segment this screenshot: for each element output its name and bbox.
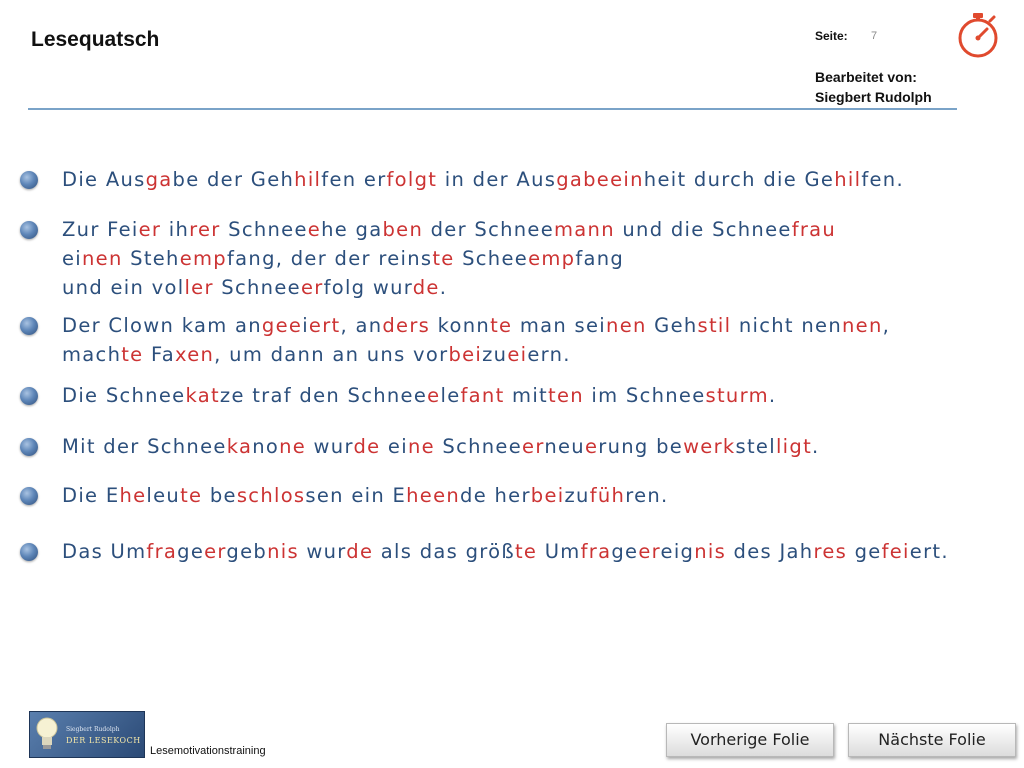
logo-subtitle: Siegbert Rudolph — [66, 726, 120, 733]
lightbulb-icon — [36, 717, 58, 751]
text-segment: de her — [460, 484, 531, 507]
text-segment: zu — [482, 343, 508, 366]
editor-label: Bearbeitet von: — [815, 69, 917, 85]
text-segment: in der Aus — [437, 168, 557, 191]
sentence-text — [62, 165, 904, 194]
highlighted-syllable: te — [490, 314, 513, 337]
stopwatch-icon[interactable] — [954, 11, 1002, 59]
highlighted-syllable: schlos — [236, 484, 306, 507]
highlighted-syllable: ein — [610, 168, 644, 191]
text-segment: geb — [226, 540, 268, 563]
text-segment: fen er — [321, 168, 387, 191]
text-segment: Schnee — [434, 435, 523, 458]
highlighted-syllable: fra — [580, 540, 612, 563]
highlighted-syllable: ten — [548, 384, 584, 407]
highlighted-syllable: er — [204, 540, 227, 563]
text-segment: Der Clown kam an — [62, 314, 262, 337]
text-segment: leu — [146, 484, 181, 507]
highlighted-syllable: ka — [226, 435, 253, 458]
text-segment: Mit der Schnee — [62, 435, 227, 458]
highlighted-syllable: werk — [683, 435, 736, 458]
text-segment: ren. — [625, 484, 669, 507]
highlighted-syllable: ei — [507, 343, 528, 366]
text-segment: mit — [504, 384, 548, 407]
footer-label: Lesemotivationstraining — [150, 745, 266, 757]
text-segment: Schnee — [220, 218, 308, 241]
page-number: 7 — [871, 30, 878, 42]
highlighted-syllable: er — [300, 276, 324, 299]
bullet-icon[interactable] — [20, 171, 38, 189]
highlighted-syllable: fra — [146, 540, 178, 563]
header-divider — [28, 108, 957, 110]
highlighted-syllable: he — [119, 484, 147, 507]
sentence-text — [62, 481, 669, 510]
highlighted-syllable: nis — [694, 540, 727, 563]
text-segment: no — [252, 435, 280, 458]
highlighted-syllable: emp — [528, 247, 576, 270]
highlighted-syllable: e — [307, 218, 322, 241]
highlighted-syllable: te — [121, 343, 144, 366]
logo-title: DER LESEKOCH — [66, 736, 141, 745]
highlighted-syllable: ert — [308, 314, 341, 337]
text-segment: ge — [177, 540, 205, 563]
text-segment: ih — [161, 218, 190, 241]
page-label: Seite: — [815, 29, 848, 43]
text-segment: zu — [564, 484, 590, 507]
text-segment: im Schnee — [583, 384, 706, 407]
text-segment: he ga — [321, 218, 383, 241]
text-segment: i — [302, 314, 309, 337]
text-segment: Schee — [454, 247, 529, 270]
sentence-text — [62, 381, 776, 410]
text-segment: folg wur — [323, 276, 413, 299]
text-segment: fang und ein vol — [62, 247, 625, 299]
text-segment: sen ein E — [305, 484, 407, 507]
highlighted-syllable: fei — [881, 540, 910, 563]
highlighted-syllable: frau — [791, 218, 837, 241]
text-segment: ge — [611, 540, 639, 563]
text-segment: und die Schnee — [614, 218, 792, 241]
slide-title: Lesequatsch — [31, 28, 160, 51]
highlighted-syllable: stil — [697, 314, 732, 337]
highlighted-syllable: ders — [382, 314, 431, 337]
highlighted-syllable: rer — [189, 218, 221, 241]
text-segment: wur — [306, 435, 354, 458]
text-segment: wur — [298, 540, 347, 563]
highlighted-syllable: ligt — [775, 435, 813, 458]
highlighted-syllable: nen — [606, 314, 647, 337]
highlighted-syllable: mann — [554, 218, 615, 241]
highlighted-syllable: hil — [294, 168, 322, 191]
highlighted-syllable: er — [638, 540, 661, 563]
text-segment: man sei — [512, 314, 607, 337]
highlighted-syllable: ne — [407, 435, 435, 458]
text-segment: ei — [62, 247, 83, 270]
editor-name: Siegbert Rudolph — [815, 89, 932, 105]
text-segment: heit durch die Ge — [643, 168, 835, 191]
highlighted-syllable: e — [427, 384, 441, 407]
sentence-text — [62, 432, 820, 461]
text-segment: ern. — [527, 343, 571, 366]
highlighted-syllable: nen — [82, 247, 123, 270]
highlighted-syllable: sturm — [705, 384, 769, 407]
highlighted-syllable: gabe — [556, 168, 611, 191]
highlighted-syllable: bei — [530, 484, 565, 507]
text-segment: nicht nen — [731, 314, 842, 337]
text-segment: . — [439, 276, 448, 299]
text-segment: fen. — [861, 168, 904, 191]
highlighted-syllable: de — [412, 276, 440, 299]
text-segment: neu — [544, 435, 585, 458]
highlighted-syllable: nis — [267, 540, 299, 563]
text-segment: rung be — [598, 435, 684, 458]
highlighted-syllable: de — [353, 435, 381, 458]
highlighted-syllable: ne — [279, 435, 307, 458]
text-segment: le — [440, 384, 461, 407]
highlighted-syllable: xen — [174, 343, 215, 366]
next-slide-button[interactable]: Nächste Folie — [848, 723, 1016, 757]
highlighted-syllable: ga — [145, 168, 173, 191]
text-segment: Geh — [646, 314, 698, 337]
bullet-icon[interactable] — [20, 317, 38, 335]
text-segment: , mach — [62, 314, 891, 366]
editor-info — [815, 67, 932, 107]
text-segment: Zur Fei — [62, 218, 139, 241]
text-segment: Um — [537, 540, 581, 563]
highlighted-syllable: kat — [185, 384, 220, 407]
text-segment: Fa — [143, 343, 175, 366]
highlighted-syllable: gee — [261, 314, 303, 337]
highlighted-syllable: ler — [184, 276, 214, 299]
text-segment: konn — [430, 314, 491, 337]
text-segment: , an — [340, 314, 383, 337]
sentence-text — [62, 311, 890, 369]
text-segment: eig — [660, 540, 695, 563]
text-segment: Schnee — [213, 276, 301, 299]
text-segment: fang, der der reins — [227, 247, 433, 270]
sentence-text — [62, 537, 949, 566]
bullet-icon[interactable] — [20, 543, 38, 561]
highlighted-syllable: hil — [834, 168, 862, 191]
text-segment: Die Aus — [62, 168, 146, 191]
previous-slide-button[interactable]: Vorherige Folie — [666, 723, 834, 757]
highlighted-syllable: nen — [842, 314, 883, 337]
text-segment: ert. — [909, 540, 949, 563]
highlighted-syllable: te — [514, 540, 538, 563]
text-segment: der Schnee — [423, 218, 555, 241]
text-segment: Die Schnee — [62, 384, 186, 407]
text-segment: des Jah — [726, 540, 814, 563]
bullet-icon[interactable] — [20, 387, 38, 405]
highlighted-syllable: te — [180, 484, 203, 507]
highlighted-syllable: ben — [382, 218, 424, 241]
text-segment: be — [202, 484, 237, 507]
leserkoch-logo — [29, 711, 145, 758]
text-segment: Das Um — [62, 540, 147, 563]
text-segment: ge — [847, 540, 882, 563]
text-segment: . — [768, 384, 777, 407]
bullet-icon[interactable] — [20, 438, 38, 456]
text-segment: ei — [380, 435, 408, 458]
text-segment: . — [812, 435, 820, 458]
text-segment: stel — [735, 435, 776, 458]
highlighted-syllable: heen — [406, 484, 461, 507]
highlighted-syllable: e — [584, 435, 599, 458]
highlighted-syllable: füh — [589, 484, 626, 507]
highlighted-syllable: fant — [460, 384, 505, 407]
text-segment: Die E — [62, 484, 120, 507]
bullet-icon[interactable] — [20, 221, 38, 239]
highlighted-syllable: te — [432, 247, 455, 270]
highlighted-syllable: folgt — [386, 168, 438, 191]
highlighted-syllable: de — [346, 540, 374, 563]
bullet-icon[interactable] — [20, 487, 38, 505]
highlighted-syllable: er — [522, 435, 545, 458]
highlighted-syllable: bei — [448, 343, 483, 366]
text-segment: , um dann an uns vor — [214, 343, 449, 366]
text-segment: ze traf den Schnee — [219, 384, 428, 407]
text-segment: be der Geh — [172, 168, 295, 191]
text-segment: als das größ — [373, 540, 515, 563]
highlighted-syllable: res — [813, 540, 848, 563]
highlighted-syllable: emp — [179, 247, 227, 270]
highlighted-syllable: er — [138, 218, 162, 241]
text-segment: Steh — [122, 247, 180, 270]
sentence-text — [62, 215, 836, 302]
